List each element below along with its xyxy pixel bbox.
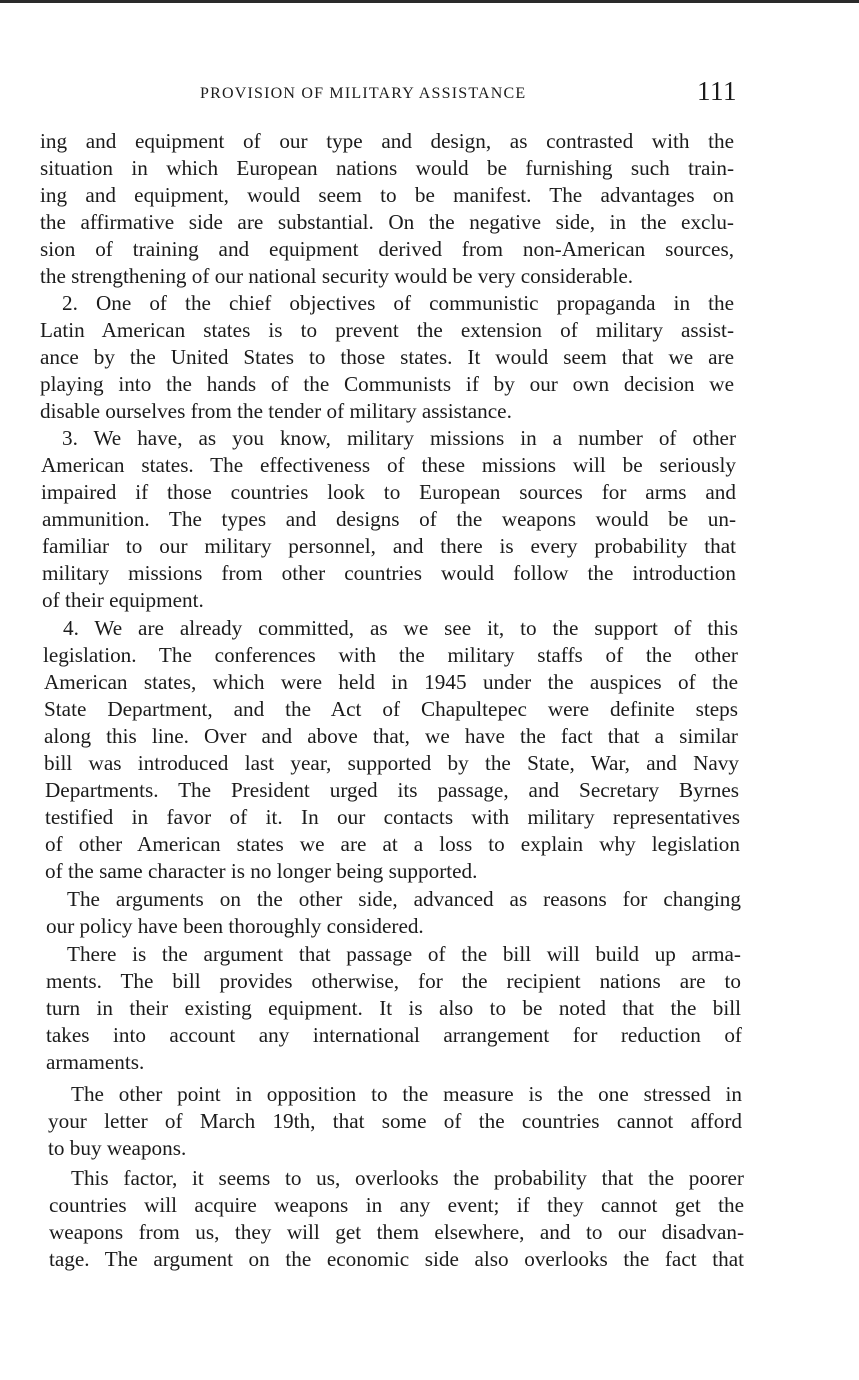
text-line: American states, which were held in 1945 under the auspices of the [44,670,738,694]
text-line: Latin American states is to prevent the extension of military assist- [40,318,734,342]
text-line: impaired if those countries look to European sources for arms and [41,480,736,504]
text-line: along this line. Over and above that, we have the fact that a similar [44,724,738,748]
text-line: the affirmative side are substantial. On the negative side, in the exclu- [40,210,734,234]
text-line: of the same character is no longer being supported. [45,859,478,883]
text-line: weapons from us, they will get them elsewhere, and to our disadvan- [49,1220,744,1244]
text-line: bill was introduced last year, supported by the State, War, and Navy [44,751,739,775]
running-header [0,76,859,110]
text-line: of other American states we are at a loss to explain why legislation [45,832,740,856]
paragraph-first-line: This factor, it seems to us, overlooks the probability that the poorer [71,1166,744,1190]
text-line: tage. The argument on the economic side also overlooks the fact that [49,1247,744,1271]
text-line: ments. The bill provides otherwise, for the recipient nations are to [46,969,741,993]
text-line: turn in their existing equipment. It is also to be noted that the bill [46,996,741,1020]
text-line: the strengthening of our national security would be very considerable. [40,264,634,288]
page-number: 111 [697,76,737,106]
text-line: of their equipment. [42,588,204,612]
paragraph-first-line: 2. One of the chief objectives of communistic propaganda in the [62,291,734,315]
text-line: military missions from other countries would follow the introduction [42,561,736,585]
text-line: familiar to our military personnel, and there is every probability that [42,534,736,558]
text-line: ammunition. The types and designs of the weapons would be un- [42,507,736,531]
text-line: to buy weapons. [48,1136,187,1160]
text-line: disable ourselves from the tender of military assistance. [40,399,512,423]
running-title: PROVISION OF MILITARY ASSISTANCE [200,85,527,102]
text-line: ing and equipment, would seem to be manifest. The advantages on [40,183,734,207]
text-line: situation in which European nations would be furnishing such train- [40,156,734,180]
text-line: takes into account any international arrangement for reduction of [46,1023,742,1047]
text-line: legislation. The conferences with the military staffs of the other [43,643,738,667]
text-line: sion of training and equipment derived from non-American sources, [40,237,734,261]
paragraph-first-line: 3. We have, as you know, military missions in a number of other [62,426,736,450]
text-line: testified in favor of it. In our contacts with military representatives [45,805,740,829]
paragraph-first-line: There is the argument that passage of the bill will build up arma- [67,942,741,966]
text-line: our policy have been thoroughly considered. [46,914,424,938]
top-border-rule [0,0,859,3]
text-line: State Department, and the Act of Chapultepec were definite steps [44,697,738,721]
text-line: countries will acquire weapons in any event; if they cannot get the [49,1193,744,1217]
paragraph-first-line: The arguments on the other side, advanced as reasons for changing [67,887,741,911]
text-line: your letter of March 19th, that some of the countries cannot afford [48,1109,742,1133]
text-line: American states. The effectiveness of these missions will be seriously [41,453,736,477]
paragraph-first-line: 4. We are already committed, as we see it, to the support of this [63,616,738,640]
paragraph-first-line: The other point in opposition to the measure is the one stressed in [71,1082,742,1106]
text-line: Departments. The President urged its passage, and Secretary Byrnes [45,778,739,802]
text-line: playing into the hands of the Communists if by our own decision we [40,372,734,396]
text-line: ing and equipment of our type and design, as contrasted with the [40,129,734,153]
text-line: ance by the United States to those states. It would seem that we are [40,345,734,369]
text-line: armaments. [46,1050,145,1074]
